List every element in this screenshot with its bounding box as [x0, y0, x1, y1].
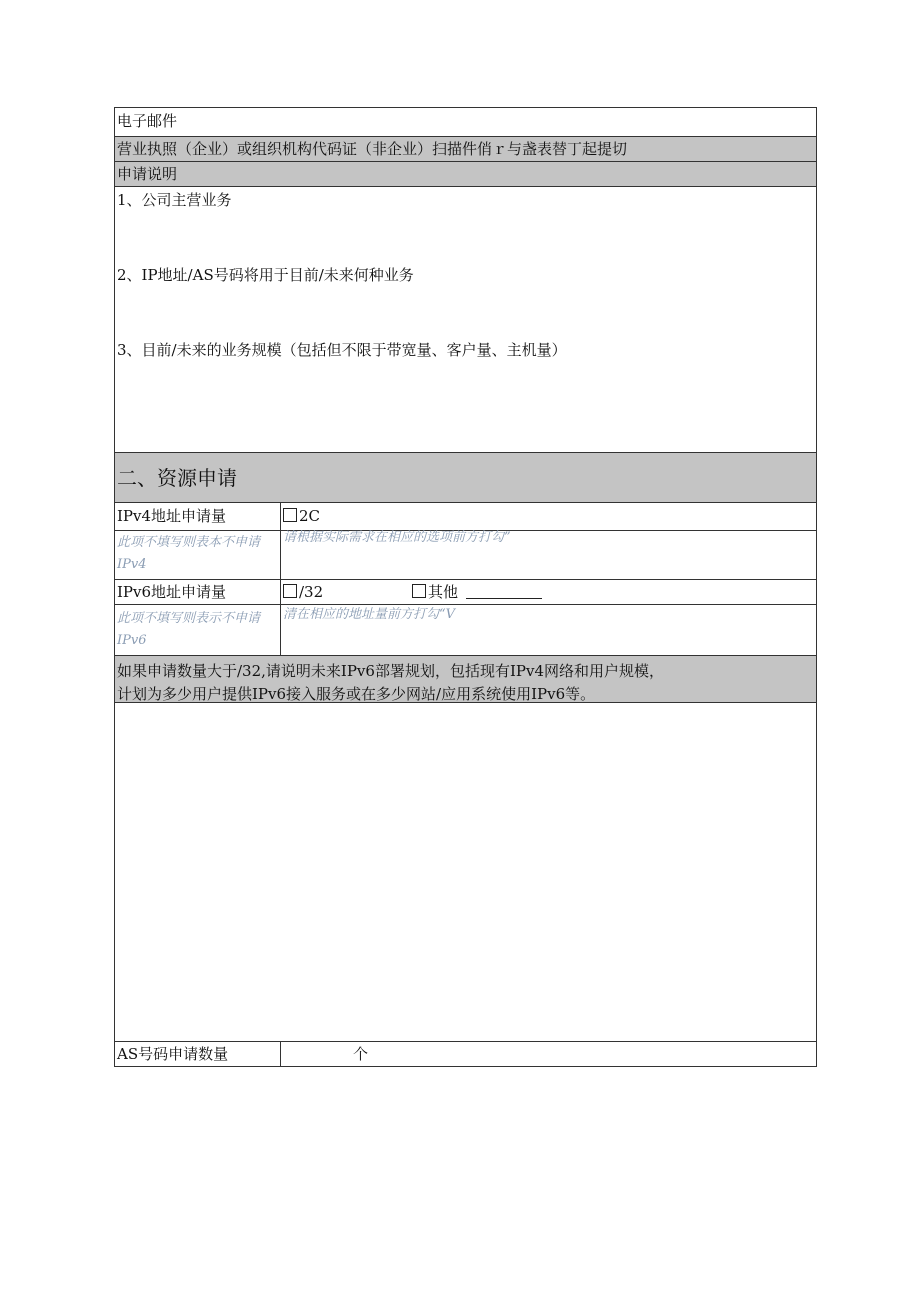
- email-row: [114, 107, 817, 136]
- ipv6-other-checkbox[interactable]: [412, 584, 426, 598]
- ipv4-row: [114, 502, 817, 579]
- description-item-scale: 3、目前/未来的业务规模（包括但不限于带宽量、客户量、主机量）: [117, 341, 567, 359]
- ipv6-plan-body[interactable]: [114, 702, 817, 1041]
- section-resource-header: [114, 452, 817, 502]
- ipv6-divider: [115, 604, 816, 605]
- section-title: 二、资源申请: [117, 466, 237, 490]
- ipv4-checkbox[interactable]: [283, 508, 297, 522]
- license-row: [114, 136, 817, 161]
- ipv6-option-other-label: 其他: [428, 583, 459, 601]
- ipv6-option-32-label: /32: [299, 583, 324, 601]
- ipv4-label: IPv4地址申请量: [117, 507, 227, 525]
- ipv6-option-other[interactable]: [412, 583, 542, 601]
- description-header: 申请说明: [117, 165, 178, 183]
- ipv6-hint-left: 此项不填写则表示不申请IPv6: [117, 611, 261, 648]
- license-label: 营业执照（企业）或组织机构代码证（非企业）扫描件俏ｒ与盏表替丁起提切: [117, 140, 628, 158]
- ipv6-option-32[interactable]: [283, 583, 323, 601]
- email-label: 电子邮件: [117, 112, 178, 130]
- ipv4-hint-left: 此项不填写则表本不申请IPv4: [117, 535, 261, 572]
- description-item-business: 1、公司主营业务: [117, 191, 232, 209]
- ipv6-other-blank[interactable]: [466, 586, 542, 599]
- ipv6-32-checkbox[interactable]: [283, 584, 297, 598]
- as-row: [114, 1041, 817, 1067]
- ipv6-plan-line2: 计划为多少用户提供IPv6接入服务或在多少网站/应用系统使用IPv6等。: [117, 685, 596, 703]
- ipv6-plan-header: [114, 655, 817, 702]
- description-header-row: [114, 161, 817, 186]
- as-unit: 个: [353, 1045, 369, 1063]
- ipv6-hint-right: 清在相应的地址量前方打勾“V: [283, 607, 456, 622]
- ipv6-row: [114, 579, 817, 655]
- ipv6-plan-line1: 如果申请数量大于/32,请说明未来IPv6部署规划，包括现有IPv4网络和用户规模，: [117, 662, 664, 680]
- ipv4-hint-right: 请根据实际需求在相应的选项前方打勾”: [283, 530, 511, 545]
- ipv4-option[interactable]: [283, 507, 320, 525]
- as-label: AS号码申请数量: [117, 1045, 229, 1063]
- description-body[interactable]: [114, 186, 817, 452]
- ipv4-option-label: 2C: [299, 507, 321, 525]
- description-item-usage: 2、IP地址/AS号码将用于目前/未来何种业务: [117, 266, 414, 284]
- ipv6-label: IPv6地址申请量: [117, 583, 227, 601]
